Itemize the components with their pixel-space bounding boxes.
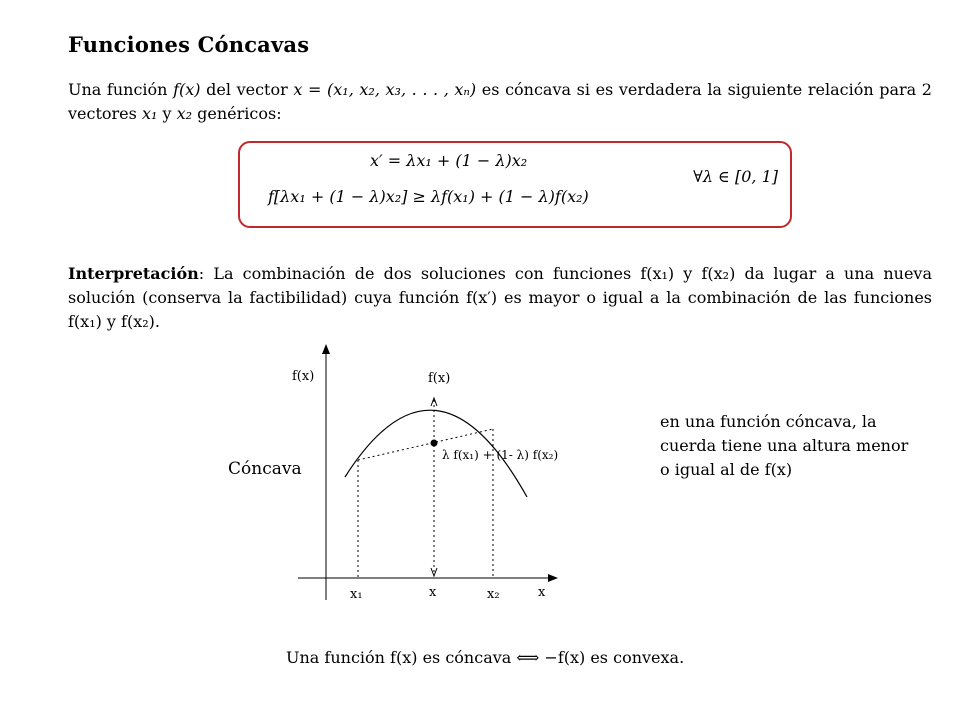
- tick-x2: x₂: [487, 587, 500, 602]
- math-x1: x₁: [141, 104, 158, 123]
- text: Una función: [68, 80, 168, 99]
- text: del vector: [206, 80, 288, 99]
- x-axis-arrow: [548, 574, 558, 582]
- footer-statement: Una función f(x) es cóncava ⟺ −f(x) es convexa.: [286, 648, 685, 667]
- equation-lambda-range: ∀λ ∈ [0, 1]: [693, 167, 778, 186]
- tick-x1: x₁: [350, 587, 363, 602]
- curve-label: f(x): [428, 371, 451, 386]
- keyword-concava: cóncava: [505, 80, 572, 99]
- definition-box: [238, 141, 792, 228]
- interpretation-paragraph: [68, 262, 932, 334]
- math-x2: x₂: [176, 104, 193, 123]
- definition-paragraph: [68, 78, 932, 126]
- equation-convex-combination: x′ = λx₁ + (1 − λ)x₂: [370, 151, 528, 170]
- concave-function-figure: [220, 340, 620, 630]
- math-fx: f(x): [173, 80, 201, 99]
- text: genéricos:: [197, 104, 282, 123]
- label-concava: Cóncava: [228, 459, 302, 479]
- x-axis-label: x: [538, 585, 546, 600]
- math-vector-def: x = (x₁, x₂, x₃, . . . , xₙ): [293, 80, 477, 99]
- y-axis-label: f(x): [292, 369, 315, 384]
- text: si es verdadera la siguiente relación para 2 vectores: [68, 80, 932, 123]
- page-title: Funciones Cóncavas: [68, 32, 310, 57]
- equation-concavity-inequality: f[λx₁ + (1 − λ)x₂] ≥ λf(x₁) + (1 − λ)f(x₂): [268, 187, 589, 206]
- text: es: [481, 80, 500, 99]
- chord-point: [431, 440, 438, 447]
- chord-label: λ f(x₁) + (1- λ) f(x₂): [442, 448, 559, 462]
- interpretation-text: : La combinación de dos soluciones con funciones f(x₁) y f(x₂) da lugar a una nueva solución (conserva la factibilidad) cuya función f(x′) es mayor o igual a la combinación de las funciones f(x₁) y f(x₂).: [68, 264, 932, 331]
- side-note: en una función cóncava, la cuerda tiene una altura menor o igual al de f(x): [660, 412, 909, 479]
- tick-x: x: [429, 585, 437, 600]
- text: y: [162, 104, 172, 123]
- y-axis-arrow: [322, 344, 330, 354]
- interpretation-label: Interpretación: [68, 264, 199, 283]
